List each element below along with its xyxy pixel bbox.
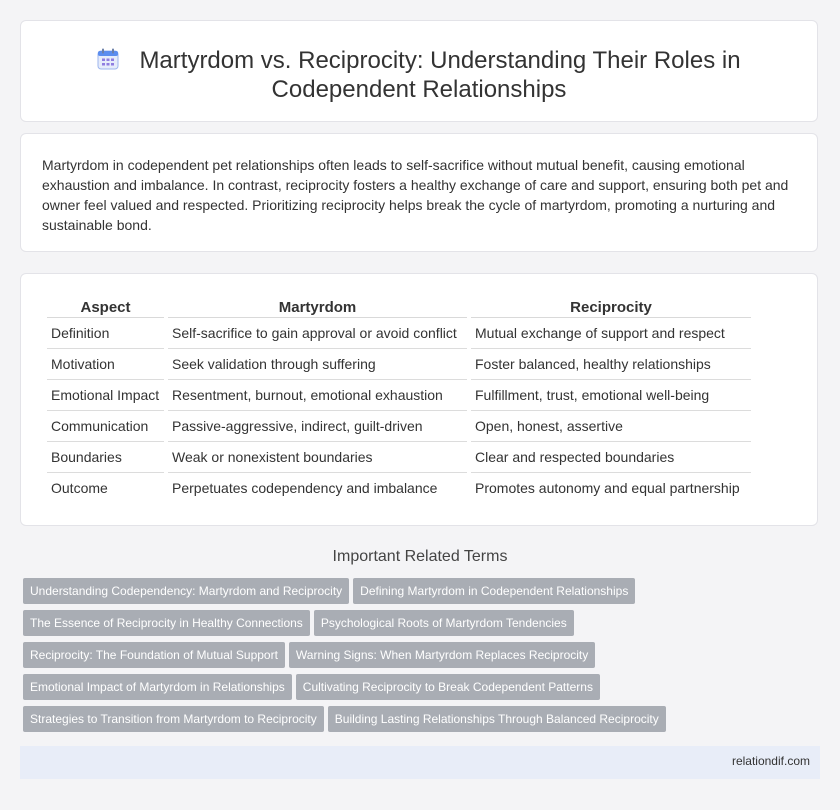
cell-martyrdom: Resentment, burnout, emotional exhaustion bbox=[168, 380, 467, 411]
title-line-1: Martyrdom vs. Reciprocity: Understanding Their Roles in bbox=[139, 47, 741, 74]
related-tag[interactable]: Warning Signs: When Martyrdom Replaces Reciprocity bbox=[289, 642, 595, 668]
calendar-icon bbox=[97, 48, 119, 70]
cell-martyrdom: Self-sacrifice to gain approval or avoid conflict bbox=[168, 318, 467, 349]
related-tag[interactable]: Emotional Impact of Martyrdom in Relationships bbox=[23, 674, 292, 700]
cell-reciprocity: Fulfillment, trust, emotional well-being bbox=[471, 380, 751, 411]
cell-aspect: Emotional Impact bbox=[47, 380, 164, 411]
related-tag[interactable]: Strategies to Transition from Martyrdom to Reciprocity bbox=[23, 706, 324, 732]
cell-aspect: Boundaries bbox=[47, 442, 164, 473]
cell-aspect: Definition bbox=[47, 318, 164, 349]
related-tag[interactable]: Defining Martyrdom in Codependent Relationships bbox=[353, 578, 635, 604]
page-title bbox=[21, 46, 817, 104]
title-line-2: Codependent Relationships bbox=[271, 76, 567, 103]
cell-reciprocity: Foster balanced, healthy relationships bbox=[471, 349, 751, 380]
header-card bbox=[20, 20, 818, 122]
header-martyrdom: Martyrdom bbox=[168, 298, 467, 318]
cell-aspect: Outcome bbox=[51, 480, 108, 496]
intro-paragraph: Martyrdom in codependent pet relationships often leads to self-sacrifice without mutual benefit, causing emotional exhaustion and imbalance. In contrast, reciprocity fosters a healthy exchange of care and support, ensuring both pet and owner feel valued and respected. Prioritizing reciprocity helps break the cycle of martyrdom, promoting a nurturing and sustainable bond. bbox=[42, 157, 789, 233]
table-row bbox=[47, 411, 751, 442]
cell-reciprocity: Open, honest, assertive bbox=[471, 411, 751, 442]
table-row bbox=[47, 473, 751, 503]
related-tag[interactable]: Building Lasting Relationships Through Balanced Reciprocity bbox=[328, 706, 666, 732]
related-tag[interactable]: The Essence of Reciprocity in Healthy Connections bbox=[23, 610, 310, 636]
intro-card bbox=[20, 133, 818, 252]
comparison-table bbox=[43, 298, 755, 503]
header-reciprocity: Reciprocity bbox=[471, 298, 751, 318]
cell-aspect: Motivation bbox=[47, 349, 164, 380]
cell-martyrdom: Seek validation through suffering bbox=[168, 349, 467, 380]
comparison-card bbox=[20, 273, 818, 526]
related-terms-tags bbox=[23, 578, 823, 738]
cell-reciprocity: Clear and respected boundaries bbox=[471, 442, 751, 473]
related-tag[interactable]: Reciprocity: The Foundation of Mutual Support bbox=[23, 642, 285, 668]
cell-martyrdom: Perpetuates codependency and imbalance bbox=[172, 480, 438, 496]
cell-reciprocity: Promotes autonomy and equal partnership bbox=[475, 480, 740, 496]
header-aspect: Aspect bbox=[47, 298, 164, 318]
related-tag[interactable]: Cultivating Reciprocity to Break Codependent Patterns bbox=[296, 674, 600, 700]
table-row bbox=[47, 349, 751, 380]
table-row bbox=[47, 442, 751, 473]
site-link[interactable]: relationdif.com bbox=[731, 754, 810, 768]
related-tag[interactable]: Understanding Codependency: Martyrdom and Reciprocity bbox=[23, 578, 349, 604]
table-row bbox=[47, 380, 751, 411]
cell-martyrdom: Passive-aggressive, indirect, guilt-driven bbox=[168, 411, 467, 442]
related-terms-title: Important Related Terms bbox=[332, 548, 508, 565]
table-header-row bbox=[47, 298, 751, 318]
cell-reciprocity: Mutual exchange of support and respect bbox=[471, 318, 751, 349]
cell-aspect: Communication bbox=[47, 411, 164, 442]
cell-martyrdom: Weak or nonexistent boundaries bbox=[168, 442, 467, 473]
table-row bbox=[47, 318, 751, 349]
related-tag[interactable]: Psychological Roots of Martyrdom Tendencies bbox=[314, 610, 574, 636]
footer bbox=[20, 746, 820, 779]
